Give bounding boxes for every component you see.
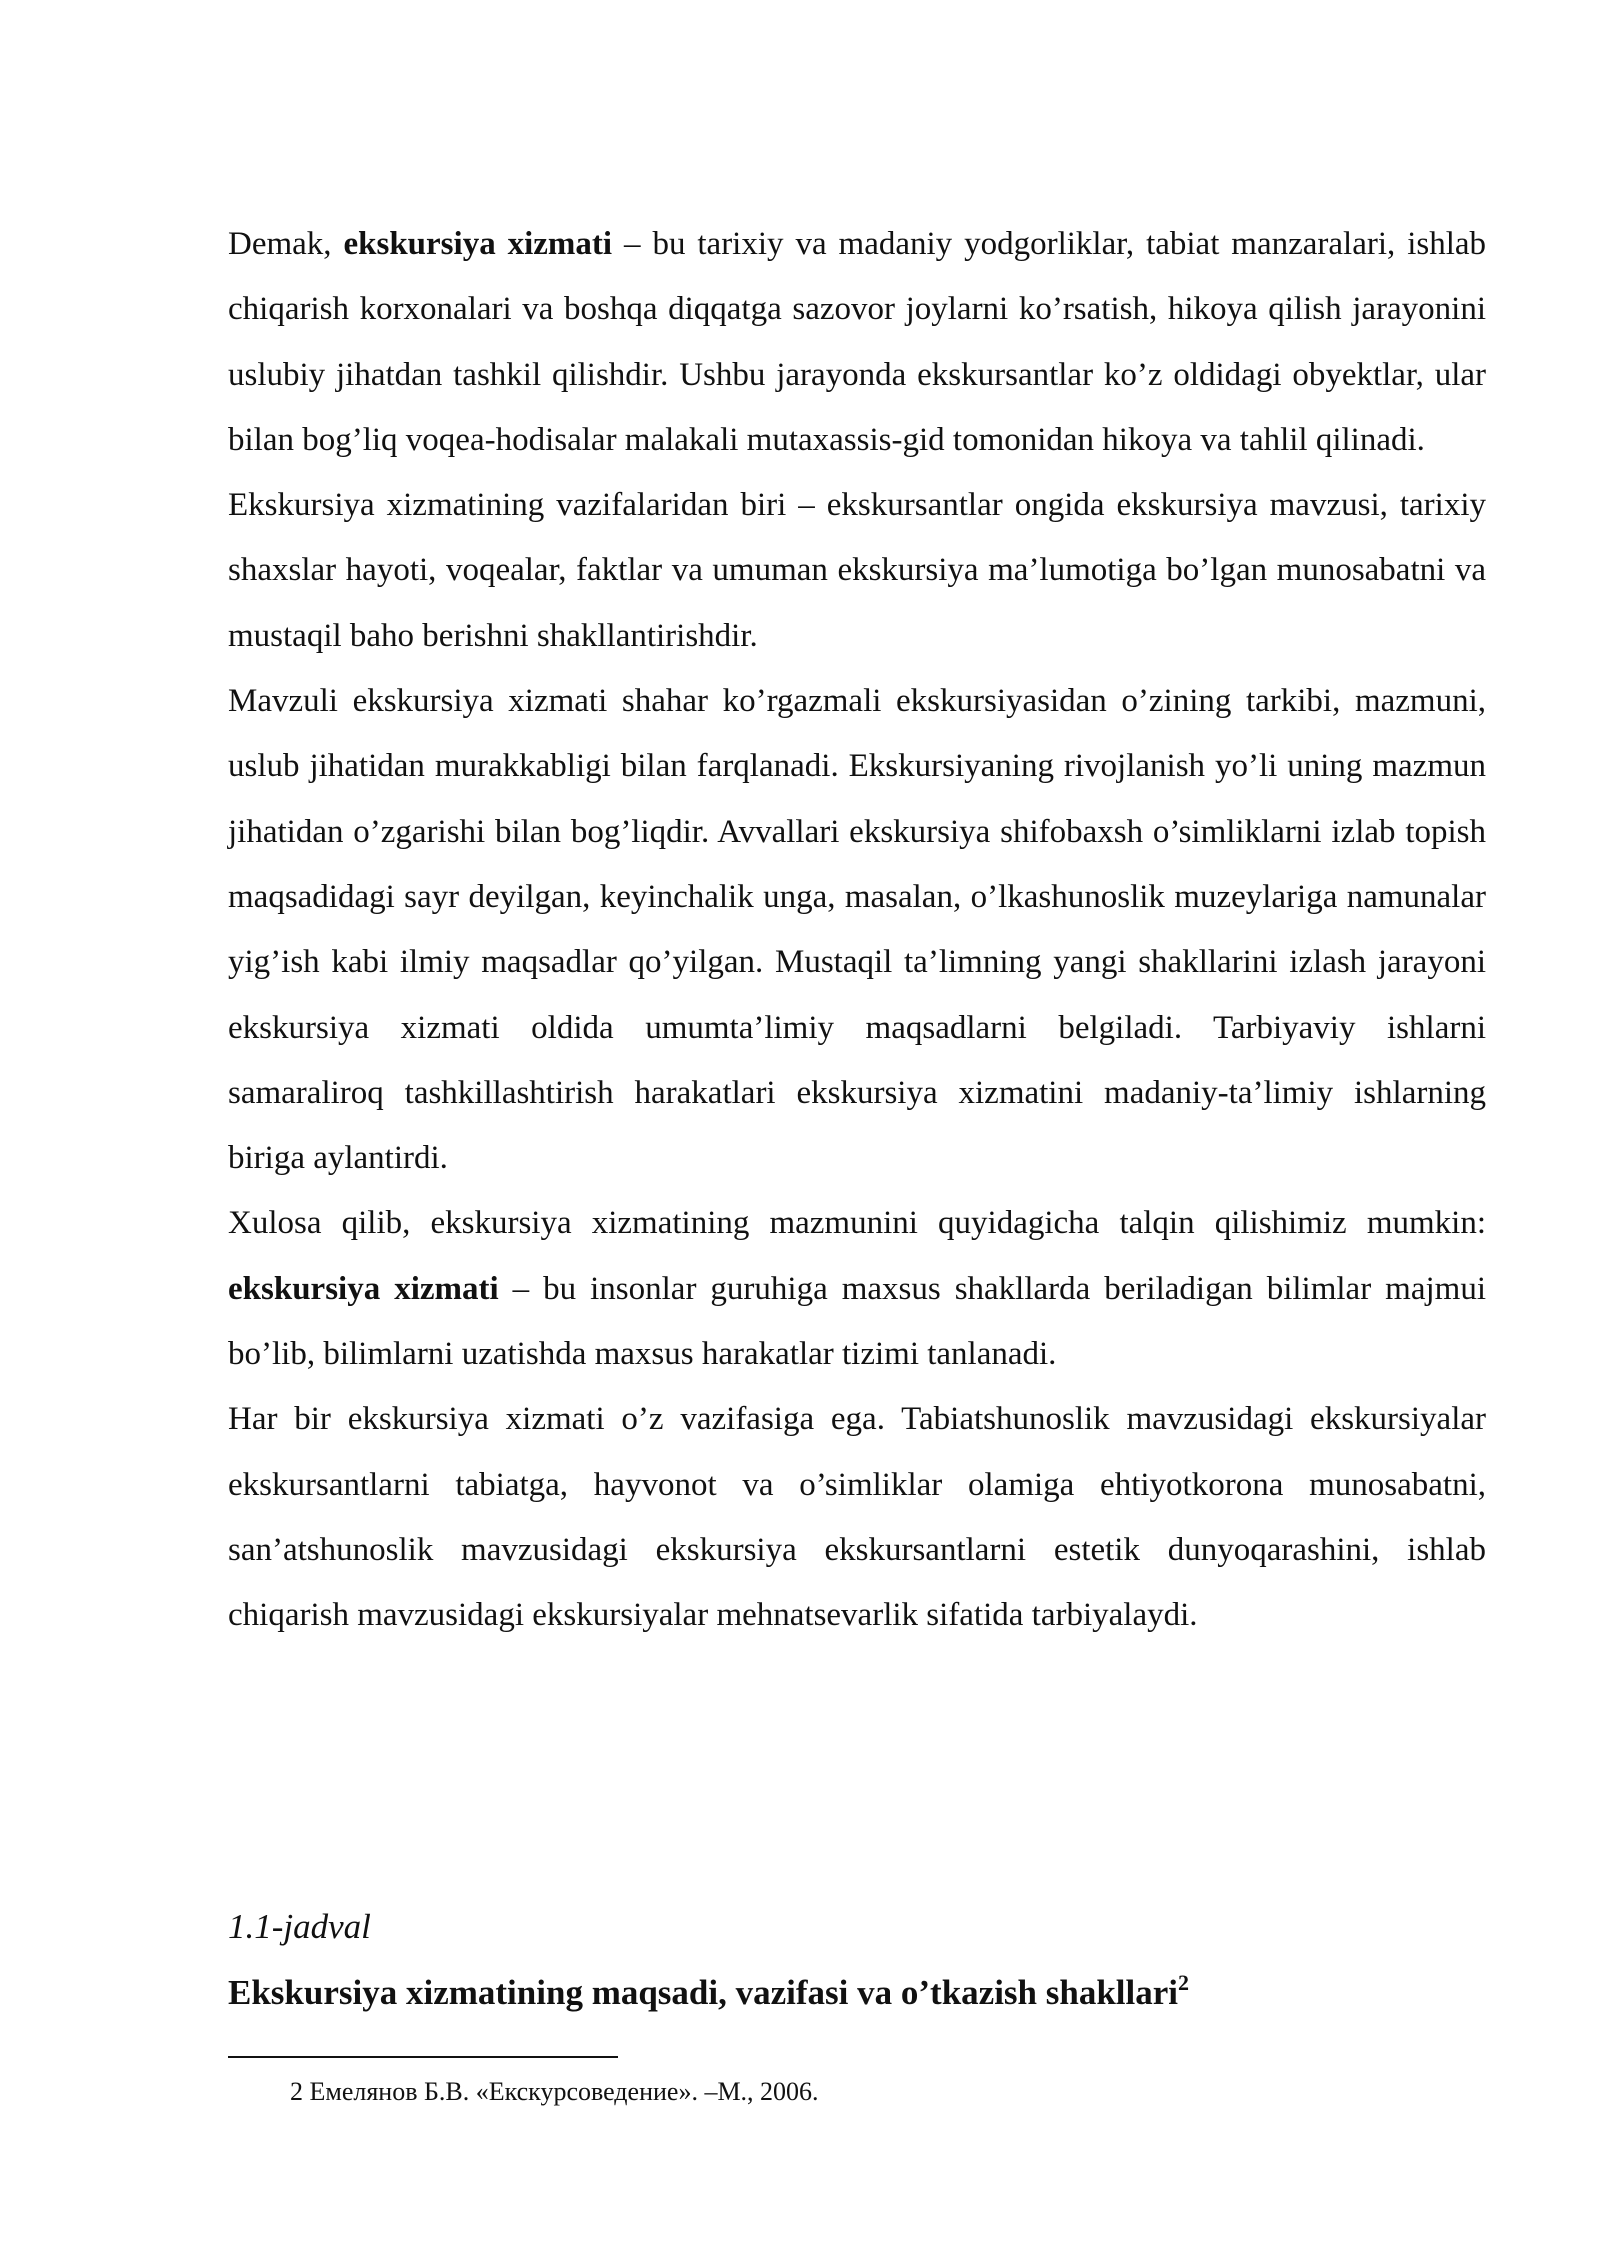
paragraph-purpose: Har bir ekskursiya xizmati o’z vazifasiga ega. Tabiatshunoslik mavzusidagi ekskursiyalar ekskursantlarni tabiatga, hayvonot va o’simliklar olamiga ehtiyotkorona munosabatni, san’atshunoslik mavzusidagi ekskursiya ekskursantlarni estetik dunyoqarashini, ishlab chiqarish mavzusidagi ekskursiyalar mehnatsevarlik sifatida tarbiyalaydi. — [228, 1401, 1486, 1634]
paragraph-lead: Xulosa qilib, ekskursiya xizmatining mazmunini quyidagicha talqin qilishimiz mumkin: — [228, 1205, 1486, 1242]
bold-term: ekskursiya xizmati — [343, 226, 613, 262]
paragraph-text: – bu insonlar guruhiga maxsus shakllarda beriladigan bilimlar majmui bo’lib, bilimlarni uzatishda maxsus harakatlar tizimi tanlanadi. — [228, 1270, 1486, 1373]
table-title — [228, 1963, 1189, 2023]
footnote-reference[interactable]: 2 — [1178, 1970, 1190, 1995]
paragraph-text: – bu tarixiy va madaniy yodgorliklar, tabiat manzaralari, ishlab chiqarish korxonalari va boshqa diqqatga sazovor joylarni ko’rsatish, hikoya qilish jarayonini uslubiy jihatdan tashkil qilishdir. Ushbu jarayonda ekskursantlar ko’z oldidagi obyektlar, ular bilan bog’liq voqea-hodisalar malakali mutaxassis-gid tomonidan hikoya va tahlil qilinadi. — [228, 226, 1487, 458]
bold-term: ekskursiya xizmati — [228, 1270, 499, 1307]
paragraph-tasks: Ekskursiya xizmatining vazifalaridan biri – ekskursantlar ongida ekskursiya mavzusi, tarixiy shaxslar hayoti, voqealar, faktlar va umuman ekskursiya ma’lumotiga bo’lgan munosabatni va mustaqil baho berishni shakllantirishdir. — [228, 487, 1486, 654]
paragraph-lead: Demak, — [228, 226, 344, 262]
table-title-text: Ekskursiya xizmatining maqsadi, vazifasi va o’tkazish shakllari — [228, 1973, 1179, 2012]
paragraph-thematic: Mavzuli ekskursiya xizmati shahar ko’rgazmali ekskursiyasidan o’zining tarkibi, mazmuni, uslub jihatidan murakkabligi bilan farqlanadi. Ekskursiyaning rivojlanish yo’li uning mazmun jihatidan o’zgarishi bilan bog’liqdir. Avvallari ekskursiya shifobaxsh o’simliklarni izlab topish maqsadidagi sayr deyilgan, keyinchalik unga, masalan, o’lkashunoslik muzeylariga namunalar yig’ish kabi ilmiy maqsadlar qo’yilgan. Mustaqil ta’limning yangi shakllarini izlash jarayoni ekskursiya xizmati oldida umumta’limiy maqsadlarni belgiladi. Tarbiyaviy ishlarni samaraliroq tashkillashtirish harakatlari ekskursiya xizmatini madaniy-ta’limiy ishlarning biriga aylantirdi. — [228, 683, 1486, 1177]
paragraph-conclusion — [228, 1191, 1486, 1387]
footnote-divider — [228, 2056, 618, 2058]
table-caption: 1.1-jadval — [228, 1907, 371, 1946]
footnote-text: 2 Емелянов Б.В. «Екскурсоведение». –М., 2006. — [290, 2077, 819, 2106]
paragraph-definition — [228, 212, 1486, 473]
document-body — [228, 212, 1486, 1649]
